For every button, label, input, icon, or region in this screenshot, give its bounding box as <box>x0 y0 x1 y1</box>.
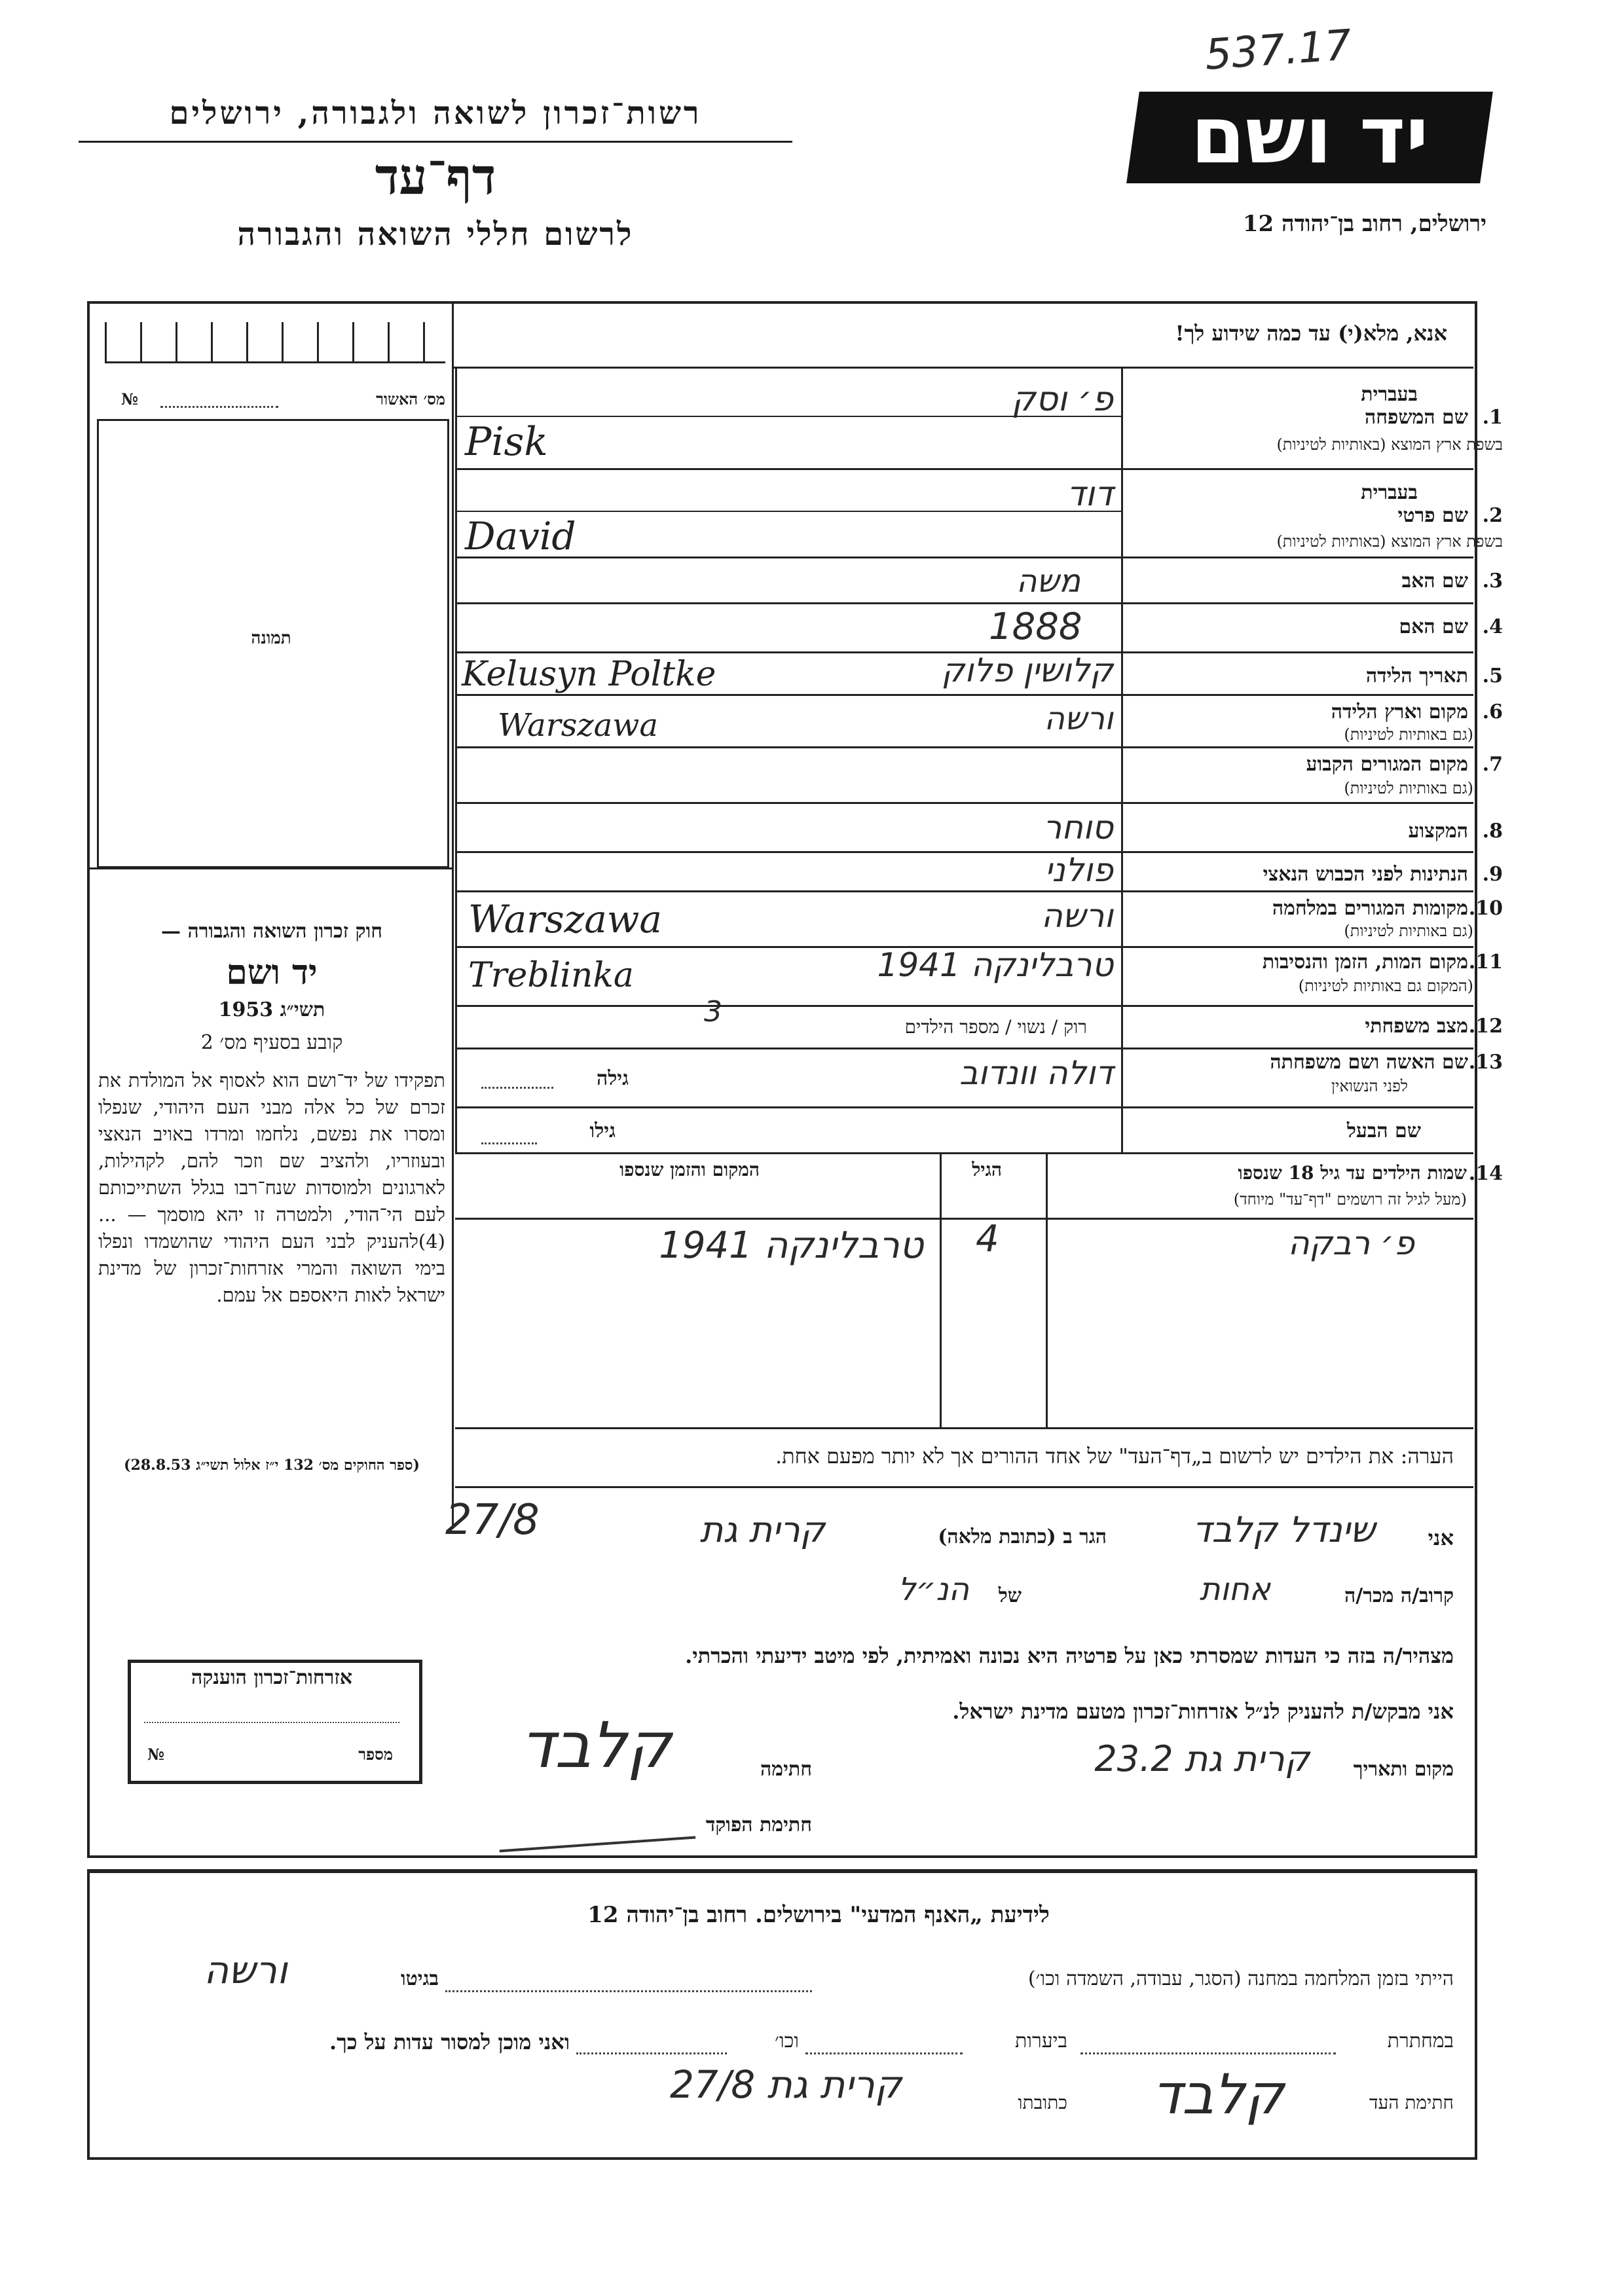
field-3-label: שם האב <box>1401 570 1468 592</box>
field-10-value-latin[interactable]: Warszawa <box>468 897 663 941</box>
children-header-note: (מעל לגיל זה רושמים "דף־עד" מיוחד) <box>1233 1190 1467 1209</box>
declaration-statement-2: אני מבקש/ת להעניק לנ״ל אזרחות־זכרון מטעם מדינת ישראל. <box>952 1699 1454 1724</box>
field-9-number: 9. <box>1482 863 1503 886</box>
field-5-label: תאריך הלידה <box>1365 665 1468 687</box>
field-3-value[interactable]: משה <box>1016 563 1080 600</box>
of-value[interactable]: הנ״ל <box>898 1571 969 1608</box>
field-4-value[interactable]: 1888 <box>989 606 1082 648</box>
bottom-title: לידיעת „האנף המדעי" בירושלים. רחוב בן־יהודה 12 <box>587 1902 1050 1928</box>
row-rule <box>455 694 1473 696</box>
field-12-label: מצב משפחתי <box>1365 1015 1468 1038</box>
husband-age-label: גילו <box>589 1120 616 1142</box>
field-10-value-hebrew[interactable]: ורשה <box>1041 897 1113 935</box>
field-10-note: (גם באותיות לטיניות) <box>1344 922 1473 940</box>
field-6-value-hebrew[interactable]: ורשה <box>1044 701 1113 737</box>
field-13-label: שם האשה ושם משפחתה <box>1270 1051 1468 1074</box>
of-label: של <box>998 1584 1022 1607</box>
field-12-number: 12. <box>1468 1015 1503 1038</box>
underground-label: במחתרת <box>1387 2030 1454 2052</box>
wife-age-field[interactable] <box>481 1087 553 1089</box>
row-rule <box>455 602 1473 604</box>
labels-divider <box>1121 367 1123 1152</box>
approval-grid <box>105 322 445 363</box>
place-date-value[interactable]: קרית גת 23.2 <box>1094 1738 1310 1779</box>
yad-vashem-logo-text: יד ושם <box>1190 90 1429 181</box>
ghetto-value[interactable]: ורשה <box>204 1948 287 1992</box>
row-rule <box>455 802 1473 804</box>
row-rule <box>455 468 1473 470</box>
field-8-number: 8. <box>1482 820 1503 843</box>
children-col-divider <box>1046 1152 1048 1427</box>
row-rule <box>455 890 1473 892</box>
marital-status-options: רוק / נשוי / מספר הילדים <box>904 1016 1087 1038</box>
husband-name-label: שם הבעל <box>1346 1120 1421 1142</box>
field-1-label: שם המשפחה <box>1364 406 1468 429</box>
children-note: הערה: את הילדים יש לרשום ב„דף־העד" של אחד ההורים אך לא יותר מפעם אחת. <box>775 1444 1454 1468</box>
field-1-lang: בעברית <box>1361 383 1418 406</box>
relative-label: קרוב/ה מכר/ה <box>1344 1584 1454 1607</box>
field-2-note: בשפת ארץ המוצא (באותיות לטיניות) <box>1276 532 1503 551</box>
ghetto-label: בגיטו <box>400 1967 439 1990</box>
header-address: ירושלים, רחוב בן־יהודה 12 <box>1242 211 1486 237</box>
forests-label: ביערות <box>1014 2030 1067 2052</box>
relation-value[interactable]: אחות <box>1199 1571 1270 1608</box>
field-3-number: 3. <box>1482 570 1503 592</box>
children-col-divider <box>940 1152 942 1427</box>
instructions: אנא, מלא(י) עד כמה שידוע לך! <box>1175 321 1447 346</box>
note-bottom-rule <box>455 1486 1473 1488</box>
children-header-place: המקום והזמן שנספו <box>619 1159 760 1180</box>
witness-address[interactable]: קרית גת 27/8 <box>669 2062 902 2107</box>
citizenship-field[interactable] <box>144 1722 399 1723</box>
law-year: תשי״ג 1953 <box>218 998 325 1021</box>
field-11-value-hebrew[interactable]: טרבלינקה 1941 <box>877 946 1113 984</box>
field-7-label: מקום המגורים הקבוע <box>1306 753 1468 776</box>
child-age[interactable]: 4 <box>976 1218 999 1260</box>
children-header-rule <box>455 1218 1473 1220</box>
field-1-number: 1. <box>1482 406 1503 429</box>
field-11-note: (המקום גם באותיות לטיניות) <box>1298 977 1473 995</box>
children-number: 14. <box>1468 1162 1503 1185</box>
photo-label: תמונה <box>251 629 291 648</box>
field-2-lang: בעברית <box>1361 481 1418 504</box>
field-4-label: שם האם <box>1399 615 1468 638</box>
law-name: יד ושם <box>226 953 318 993</box>
field-7-note: (גם באותיות לטיניות) <box>1344 779 1473 797</box>
resides-label: הגר ב (כתובת מלאה) <box>938 1525 1107 1548</box>
official-signature-label: חתימת הפוקד <box>705 1813 812 1836</box>
declarant-prefix: אני <box>1428 1525 1454 1550</box>
field-2-value-latin[interactable]: David <box>465 514 576 558</box>
field-1-note: בשפת ארץ המוצא (באותיות לטיניות) <box>1276 435 1503 454</box>
row-rule <box>455 1048 1473 1049</box>
authority-name: רשות־זכרון לשואה ולגבורה, ירושלים <box>169 95 702 132</box>
field-11-value-latin[interactable]: Treblinka <box>468 956 634 995</box>
values-left-border <box>455 367 457 1152</box>
field-2-number: 2. <box>1482 504 1503 527</box>
field-6-label: מקום וארץ הלידה <box>1331 701 1468 723</box>
ready-to-testify: ואני מוכן למסור עדות על כך. <box>329 2030 570 2054</box>
sidebar-rule <box>89 867 452 869</box>
witness-signature-label: חתימת העד <box>1369 2092 1454 2113</box>
form-title: דף־עד <box>375 147 496 206</box>
row-rule <box>455 1152 1473 1154</box>
field-5-number: 5. <box>1482 665 1503 687</box>
field-5-value-latin[interactable]: Kelusyn Poltke <box>462 655 716 694</box>
camp-field[interactable] <box>445 1990 812 1992</box>
bottom-camp-line: הייתי בזמן המלחמה במחנה (הסגר, עבודה, השמדה וכו׳) <box>1027 1967 1454 1990</box>
field-6-number: 6. <box>1482 701 1503 723</box>
children-bottom-rule <box>455 1427 1473 1429</box>
field-10-label: מקומות המגורים במלחמה <box>1272 897 1468 920</box>
field-7-number: 7. <box>1482 753 1503 776</box>
approval-number-label: מס׳ האשור <box>376 390 445 409</box>
archive-number: 537.17 <box>1203 21 1354 80</box>
field-9-label: הנתינות לפני הכבוש הנאצי <box>1263 863 1468 886</box>
field-1-value-latin[interactable]: Pisk <box>465 419 548 465</box>
field-13-number: 13. <box>1468 1051 1503 1074</box>
law-body: תפקידו של יד־ושם הוא לאסוף אל המולדת את זכרם של כל אלה מבני העם היהודי, שנפלו ומסרו את נפשם, נלחמו ומרדו באויב הנאצי ובעוזריו, ולהציב שם וזכר להם, לקהילות, לארגונים ולמוסדות שנח־רבו בגלל השתייכותם לעם הי־הודי, ולמטרה זו יהא מוסמך — ...(4)להעניק לבני העם היהודי שהושמדו ונפלו בימי השואה והמרי אזרחות־זכרון של מדינת ישראל לאות היאספם אל עמם. <box>98 1069 445 1306</box>
husband-age-field[interactable] <box>481 1142 537 1144</box>
declarant-name[interactable]: שינדל קלבד <box>1192 1509 1375 1550</box>
field-2-label: שם פרטי <box>1397 504 1468 527</box>
wife-age-label: גילה <box>596 1067 629 1090</box>
field-1-value-hebrew[interactable]: פ׳ וסק <box>1011 380 1113 419</box>
header-rule <box>79 141 792 143</box>
field-8-value[interactable]: סוחר <box>1043 809 1113 847</box>
law-clause: קובע בסעיף מס׳ 2 <box>200 1031 343 1054</box>
field-8-label: המקצוע <box>1408 820 1468 843</box>
row-rule <box>455 1005 1473 1007</box>
etc-label: וכו׳ <box>775 2030 799 2052</box>
field-11-label: מקום המות, הזמן והנסיבות <box>1262 951 1468 974</box>
child-place-time[interactable]: טרבלינקה 1941 <box>659 1224 923 1267</box>
forests-field[interactable] <box>805 2052 963 2054</box>
row-rule <box>455 1106 1473 1108</box>
field-11-number: 11. <box>1468 951 1503 974</box>
etc-field[interactable] <box>576 2052 727 2054</box>
field-5-value-hebrew[interactable]: קלושין פלוק <box>941 651 1113 689</box>
declaration-statement-1: מצהיר/ה בזה כי העדות שמסרתי כאן על פרטיה היא נכונה ואמיתית, לפי מיטב ידיעתי והכרתי. <box>685 1643 1454 1668</box>
children-count-value[interactable]: 3 <box>704 995 722 1029</box>
declarant-address[interactable]: קרית גת <box>699 1509 825 1550</box>
wife-name-value[interactable]: דולה וונדוב <box>959 1054 1113 1092</box>
underground-field[interactable] <box>1080 2052 1336 2054</box>
field-13-note: לפני הנשואין <box>1331 1077 1408 1095</box>
witness-signature[interactable]: קלבד <box>1152 2062 1284 2126</box>
approval-number-field[interactable] <box>160 406 278 408</box>
citizenship-box-title: אזרחות־זכרון הוענקה <box>191 1666 353 1689</box>
field-4-number: 4. <box>1482 615 1503 638</box>
children-header-age: הגיל <box>972 1159 1002 1180</box>
place-date-label: מקום ותאריך <box>1353 1758 1454 1781</box>
approval-number-symbol: № <box>121 390 139 409</box>
field-10-number: 10. <box>1468 897 1503 920</box>
witness-address-label: כתובתו <box>1018 2092 1067 2113</box>
instructions-rule <box>452 367 1473 369</box>
row-rule <box>455 746 1473 748</box>
children-header-name: שמות הילדים עד גיל 18 שנספו <box>1238 1162 1467 1184</box>
field-6-note: (גם באותיות לטיניות) <box>1344 725 1473 744</box>
sidebar-divider <box>452 301 454 1525</box>
form-subtitle: לרשום חללי השואה והגבורה <box>237 216 634 253</box>
declarant-address-extra[interactable]: 27/8 <box>445 1496 540 1544</box>
field-9-value[interactable]: פולני <box>1044 851 1113 889</box>
field-6-value-latin[interactable]: Warszawa <box>498 707 658 744</box>
citizenship-number-label: מספר <box>358 1745 393 1764</box>
signature-label: חתימה <box>760 1758 812 1781</box>
citizenship-number-symbol: № <box>147 1745 165 1764</box>
child-name[interactable]: פ׳ רבקה <box>1287 1224 1414 1262</box>
law-title: חוק זכרון השואה והגבורה — <box>161 920 382 943</box>
declarant-signature[interactable]: קלבד <box>520 1709 672 1782</box>
field-2-value-hebrew[interactable]: דוד <box>1067 475 1113 514</box>
law-reference: (ספר החוקים מס׳ 132 י״ז אלול תשי״ג 28.8.53) <box>124 1457 420 1474</box>
